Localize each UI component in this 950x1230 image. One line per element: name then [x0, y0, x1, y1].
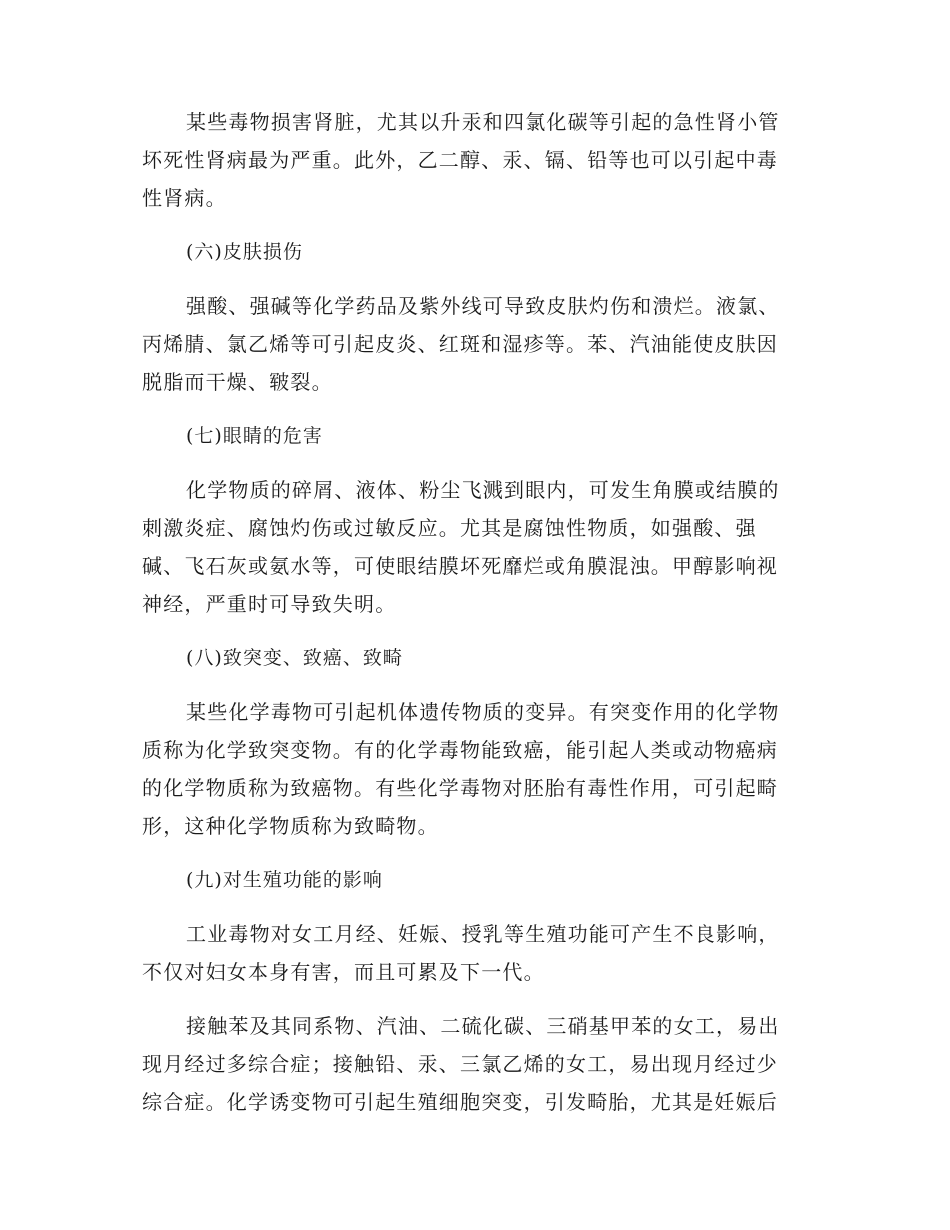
paragraph-kidney-damage: 某些毒物损害肾脏，尤其以升汞和四氯化碳等引起的急性肾小管坏死性肾病最为严重。此外，乙二醇、汞、镉、铅等也可以引起中毒性肾病。	[142, 110, 780, 210]
paragraph-mutagenic: 某些化学毒物可引起机体遗传物质的变异。有突变作用的化学物质称为化学致突变物。有的化学毒物能致癌，能引起人类或动物癌病的化学物质称为致癌物。有些化学毒物对胚胎有毒性作用，可引起畸形，这种化学物质称为致畸物。	[142, 700, 780, 838]
section-heading-skin-damage: (六)皮肤损伤	[186, 241, 303, 263]
paragraph-skin-damage: 强酸、强碱等化学药品及紫外线可导致皮肤灼伤和溃烂。液氯、丙烯腈、氯乙烯等可引起皮炎、红斑和湿疹等。苯、汽油能使皮肤因脱脂而干燥、皲裂。	[142, 294, 780, 394]
paragraph-reproductive-detail: 接触苯及其同系物、汽油、二硫化碳、三硝基甲苯的女工，易出现月经过多综合症；接触铅、汞、三氯乙烯的女工，易出现月经过少综合症。化学诱变物可引起生殖细胞突变，引发畸胎，尤其是妊娠后	[142, 1014, 780, 1114]
document-page	[142, 103, 794, 1121]
paragraph-eye-hazard: 化学物质的碎屑、液体、粉尘飞溅到眼内，可发生角膜或结膜的刺激炎症、腐蚀灼伤或过敏反应。尤其是腐蚀性物质，如强酸、强碱、飞石灰或氨水等，可使眼结膜坏死靡烂或角膜混浊。甲醇影响视神经，严重时可导致失明。	[142, 478, 780, 616]
section-heading-reproductive: (九)对生殖功能的影响	[186, 869, 383, 891]
section-heading-mutagenic: (八)致突变、致癌、致畸	[186, 647, 403, 669]
paragraph-reproductive-intro: 工业毒物对女工月经、妊娠、授乳等生殖功能可产生不良影响，不仅对妇女本身有害，而且可累及下一代。	[142, 922, 780, 984]
section-heading-eye-hazard: (七)眼睛的危害	[186, 425, 323, 447]
